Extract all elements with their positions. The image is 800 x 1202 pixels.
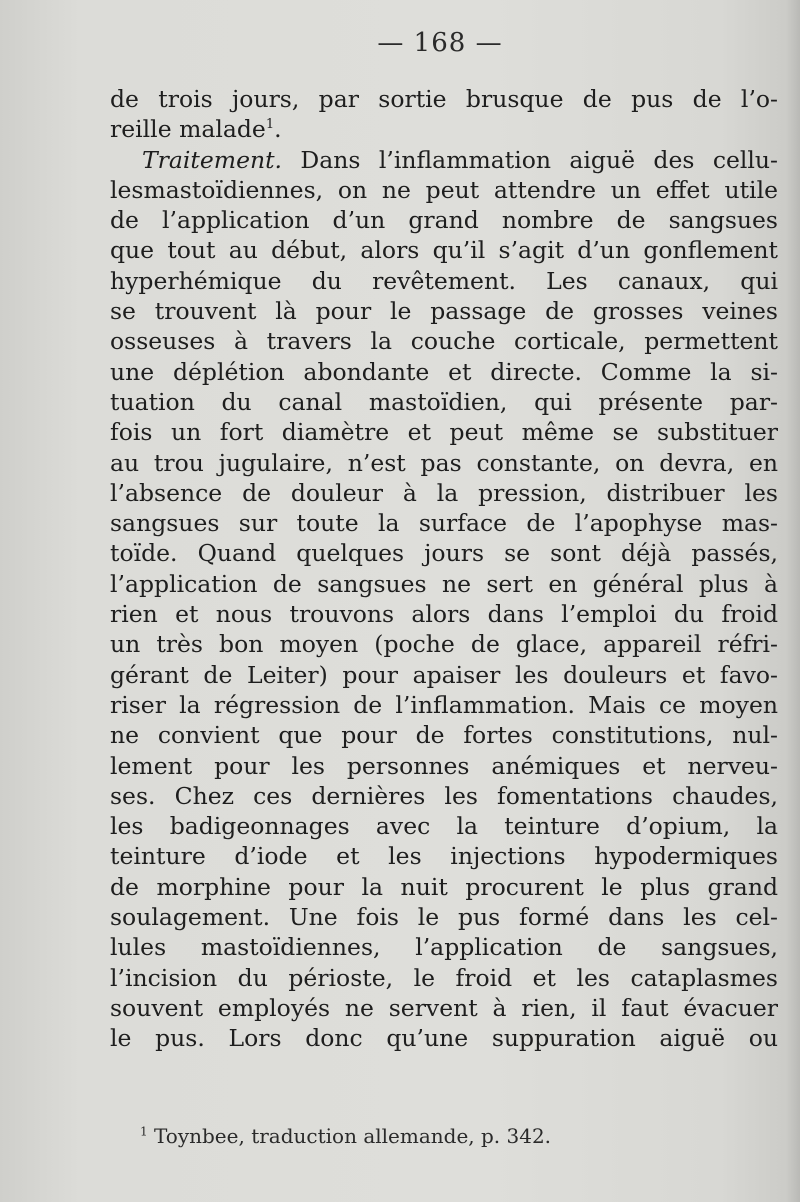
text-line [110,296,778,326]
line-text: rien et nous trouvons alors dans l’emploi du froid [110,600,778,629]
text-line [110,357,778,387]
text-line [110,841,778,871]
text-line [110,811,778,841]
text-line [110,417,778,447]
line-text: soulagement. Une fois le pus formé dans les cel- [110,903,778,932]
line-text: que tout au début, alors qu’il s’agit d’un gonflement [110,236,778,265]
line-tail: . [274,115,282,144]
text-line [110,690,778,720]
text-line [110,629,778,659]
body-text [110,84,778,1054]
line-text: ne convient que pour de fortes constitutions, nul- [110,721,778,750]
text-line [110,387,778,417]
line-text: les badigeonnages avec la teinture d’opium, la [110,812,778,841]
text-line [110,993,778,1023]
text-line [110,599,778,629]
line-text: Dans l’inflammation aiguë des cellu- [282,145,778,174]
text-line [110,478,778,508]
footnote [140,1124,551,1148]
line-text: tuation du canal mastoïdien, qui présente par- [110,387,778,416]
text-line [110,781,778,811]
page-number: — 168 — [377,28,503,58]
line-text: de morphine pour la nuit procurent le plus grand [110,872,778,901]
line-text: de trois jours, par sortie brusque de pus de l’o- [110,85,778,113]
text-line [110,266,778,296]
text-line [110,205,778,235]
line-text: osseuses à travers la couche corticale, permettent [110,327,778,356]
line-text: toïde. Quand quelques jours se sont déjà passés, [110,539,778,568]
text-line [110,448,778,478]
text-line [110,235,778,265]
line-text: gérant de Leiter) pour apaiser les douleurs et favo- [110,660,778,689]
line-text: teinture d’iode et les injections hypodermiques [110,842,778,871]
line-text: fois un fort diamètre et peut même se substituer [110,418,778,447]
text-line [110,751,778,781]
footnote-text: Toynbee, traduction allemande, p. 342. [147,1124,552,1148]
text-line [110,569,778,599]
page-edge-shadow [786,0,800,1202]
line-text: riser la régression de l’inflammation. Mais ce moyen [110,690,778,719]
line-text: l’incision du périoste, le froid et les cataplasmes [110,963,778,992]
footnote-marker: 1 [140,1124,148,1139]
line-text: au trou jugulaire, n’est pas constante, on devra, en [110,448,778,477]
line-text: se trouvent là pour le passage de grosses veines [110,297,778,326]
line-text: l’application de sangsues ne sert en général plus à [110,569,778,598]
line-text: une déplétion abondante et directe. Comme la si- [110,357,778,386]
line-text: le pus. Lors donc qu’une suppuration aiguë ou [110,1024,778,1053]
footnote-reference: 1 [265,117,275,133]
line-text: ses. Chez ces dernières les fomentations chaudes, [110,781,778,810]
line-text: lules mastoïdiennes, l’application de sangsues, [110,933,778,962]
text-line [110,872,778,902]
text-line [110,963,778,993]
text-line [110,1023,778,1053]
text-line [110,508,778,538]
line-text: hyperhémique du revêtement. Les canaux, qui [110,266,778,295]
line-text: l’absence de douleur à la pression, distribuer les [110,478,778,507]
text-line [110,145,778,175]
line-text: un très bon moyen (poche de glace, appareil réfri- [110,630,778,659]
line-text: lesmastoïdiennes, on ne peut attendre un effet utile [110,175,778,204]
text-line [110,326,778,356]
line-text: souvent employés ne servent à rien, il faut évacuer [110,993,778,1022]
line-text: reille malade [110,115,266,144]
text-line [110,660,778,690]
text-line [110,720,778,750]
text-line [110,932,778,962]
text-line [110,902,778,932]
text-line [110,538,778,568]
text-line [110,175,778,205]
line-text: lement pour les personnes anémiques et nerveu- [110,751,778,780]
line-text: de l’application d’un grand nombre de sangsues [110,206,778,235]
italic-heading: Traitement. [142,145,283,174]
line-text: sangsues sur toute la surface de l’apophyse mas- [110,509,778,538]
text-line [110,84,778,114]
text-line [110,114,778,144]
